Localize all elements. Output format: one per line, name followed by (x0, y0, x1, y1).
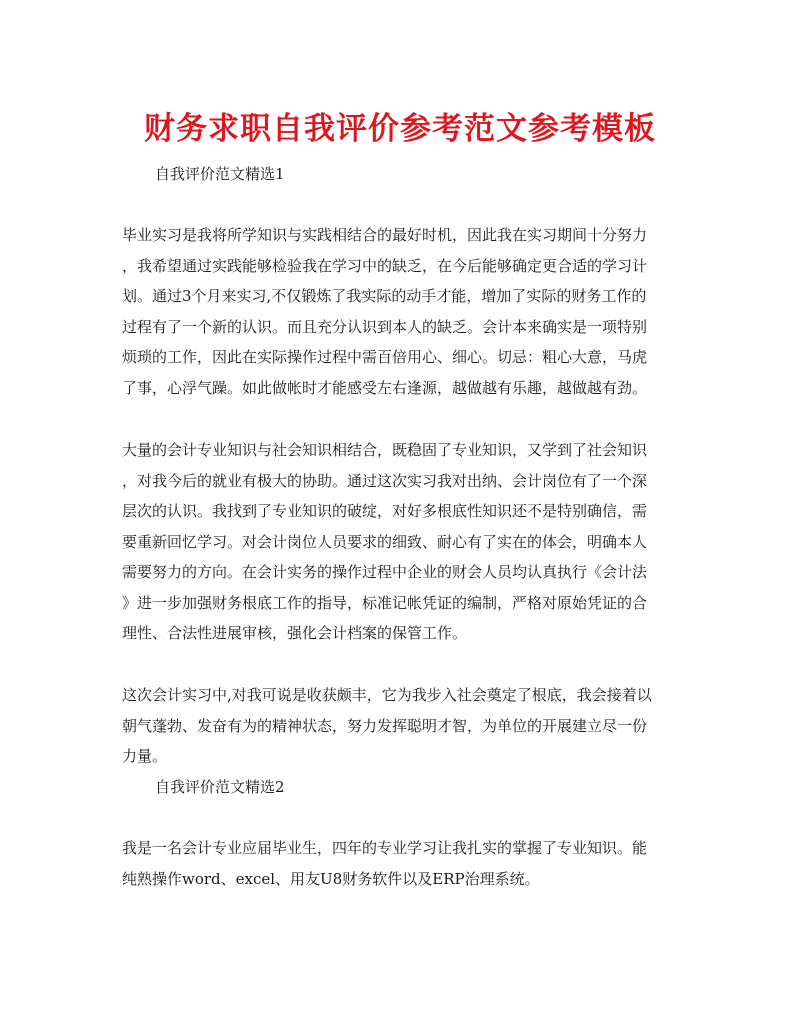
paragraph-line: 我是一名会计专业应届毕业生，四年的专业学习让我扎实的掌握了专业知识。能 (122, 839, 648, 857)
paragraph-line: 要重新回忆学习。对会计岗位人员要求的细致、耐心有了实在的体会，明确本人 (122, 532, 648, 551)
paragraph-line: ，对我今后的就业有极大的协助。通过这次实习我对出纳、会计岗位有了一个深 (122, 471, 648, 490)
document-title: 财务求职自我评价参考范文参考模板 (144, 111, 656, 147)
paragraph-line: 过程有了一个新的认识。而且充分认识到本人的缺乏。会计本来确实是一项特别 (122, 317, 648, 336)
paragraph-line: 层次的认识。我找到了专业知识的破绽，对好多根底性知识还不是特别确信，需 (122, 502, 648, 520)
paragraph-2 (122, 435, 682, 649)
paragraph-line: 烦琐的工作，因此在实际操作过程中需百倍用心、细心。切忌：粗心大意，马虎 (122, 348, 648, 366)
paragraph-line: 需要努力的方向。在会计实务的操作过程中企业的财会人员均认真执行《会计法 (122, 563, 648, 581)
paragraph-line: 朝气蓬勃、发奋有为的精神状态，努力发挥聪明才智，为单位的开展建立尽一份 (122, 716, 648, 735)
paragraph-1 (122, 220, 682, 403)
paragraph-line: 力量。 (122, 747, 168, 765)
paragraph-line: 了事，心浮气躁。如此做帐时才能感受左右逢源，越做越有乐趣，越做越有劲。 (122, 378, 648, 397)
paragraph-4 (122, 833, 682, 894)
paragraph-3 (122, 680, 682, 772)
paragraph-line: 毕业实习是我将所学知识与实践相结合的最好时机，因此我在实习期间十分努力 (122, 226, 648, 244)
paragraph-line: 这次会计实习中,对我可说是收获颇丰，它为我步入社会奠定了根底，我会接着以 (122, 686, 652, 704)
paragraph-line: 划。通过3个月来实习,不仅锻炼了我实际的动手才能，增加了实际的财务工作的 (122, 287, 647, 305)
paragraph-line: 》进一步加强财务根底工作的指导，标准记帐凭证的编制，严格对原始凭证的合 (122, 593, 648, 612)
paragraph-line: 纯熟操作word、excel、用友U8财务软件以及ERP治理系统。 (122, 869, 540, 888)
section-heading-1: 自我评价范文精选1 (155, 165, 285, 183)
paragraph-line: 理性、合法性进展审核，强化会计档案的保管工作。 (122, 624, 468, 642)
section-heading-2: 自我评价范文精选2 (155, 778, 285, 796)
paragraph-line: 大量的会计专业知识与社会知识相结合，既稳固了专业知识，又学到了社会知识 (122, 441, 648, 459)
paragraph-line: ，我希望通过实践能够检验我在学习中的缺乏，在今后能够确定更合适的学习计 (122, 256, 648, 275)
